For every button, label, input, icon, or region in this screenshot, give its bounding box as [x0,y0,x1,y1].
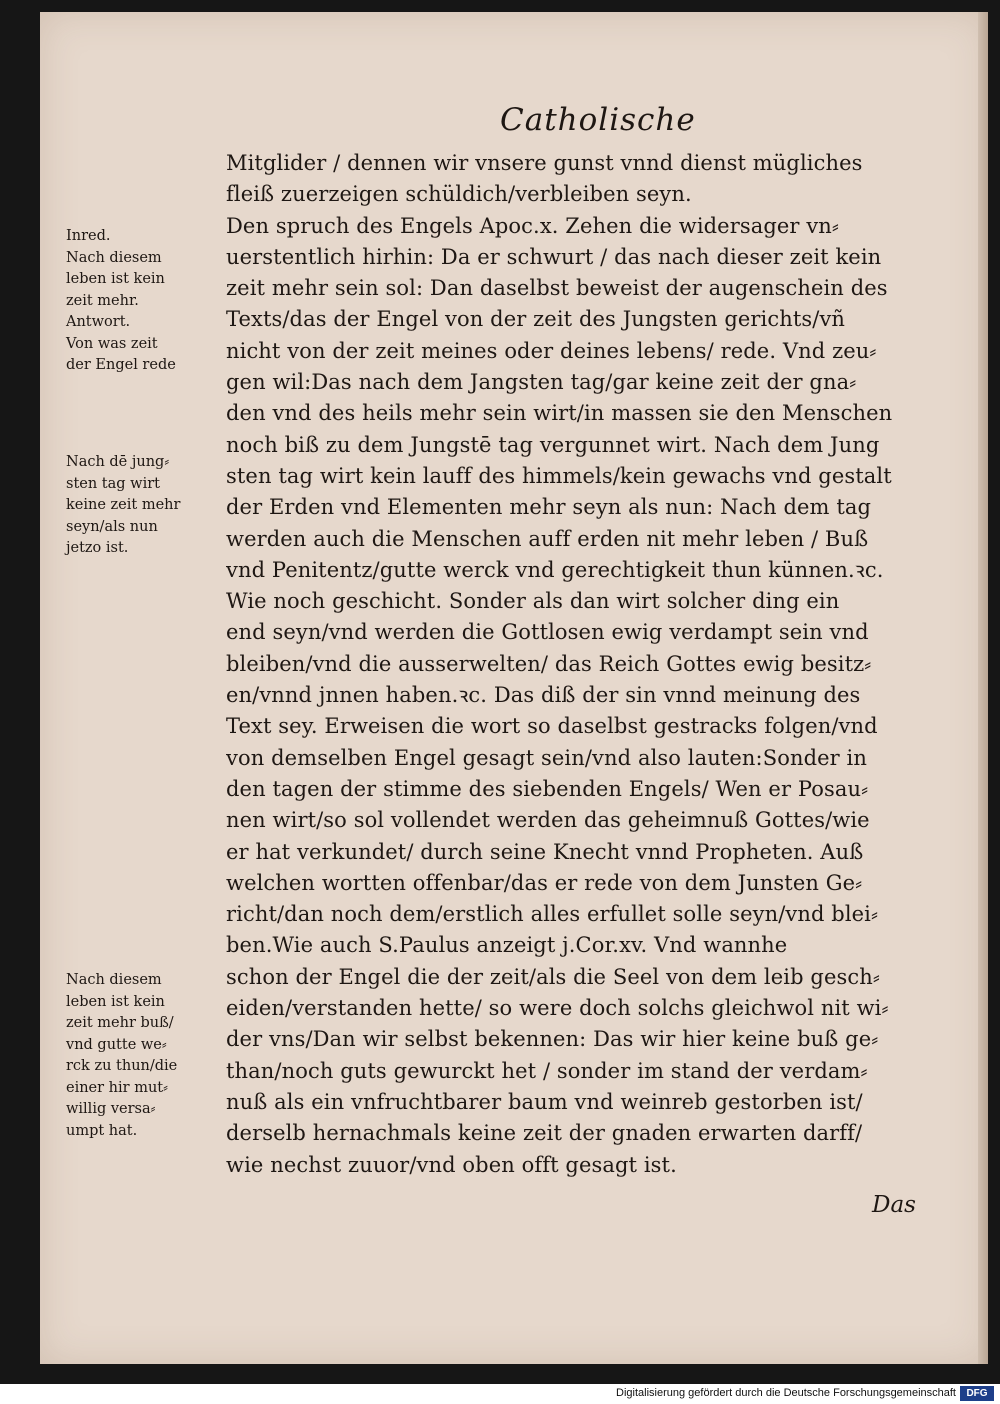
text-line: Mitglider / dennen wir vnsere gunst vnnd dienst mügliches [226,151,863,175]
text-line: uerstentlich hirhin: Da er schwurt / das nach dieser zeit kein [226,244,882,269]
footer-credit: Digitalisierung gefördert durch die Deutsche Forschungsgemeinschaft [616,1387,956,1399]
text-line: der vns/Dan wir selbst bekennen: Das wir hier keine buß ge⸗ [226,1027,879,1052]
text-line: schon der Engel die der zeit/als die Seel von dem leib gesch⸗ [226,964,880,989]
text-line: gen wil:Das nach dem Jangsten tag/gar keine zeit der gna⸗ [226,370,857,395]
margin-note-line: leben ist kein [66,271,165,287]
text-line: zeit mehr sein sol: Dan daselbst beweist der augenschein des [226,276,888,301]
margin-note-inred [66,226,226,377]
margin-note-line: Inred. [66,228,111,244]
text-line: welchen wortten offenbar/das er rede von dem Junsten Ge⸗ [226,870,863,895]
text-line: werden auch die Menschen auff erden nit mehr leben / Buß [226,526,869,551]
margin-note-line: seyn/als nun [66,518,158,535]
text-line: richt/dan noch dem/erstlich alles erfullet solle seyn/vnd blei⸗ [226,902,879,927]
text-line: fleiß zuerzeigen schüldich/verbleiben seyn. [226,182,692,207]
margin-note-line: umpt hat. [66,1122,138,1139]
margin-note-line: vnd gutte we⸗ [66,1036,167,1053]
text-line: ben.Wie auch S.Paulus anzeigt j.Cor.xv. Vnd wannhe [226,933,788,958]
main-text-block [226,148,916,1181]
margin-note-line: leben ist kein [66,993,165,1010]
text-line: end seyn/vnd werden die Gottlosen ewig verdampt sein vnd [226,620,869,645]
dfg-logo: DFG [960,1386,994,1401]
margin-note-jungsten-tag [66,452,226,560]
text-line: vnd Penitentz/gutte werck vnd gerechtigkeit thun künnen.ꝛc. [226,557,884,582]
margin-note-line: jetzo ist. [66,540,129,556]
text-line: den vnd des heils mehr sein wirt/in massen sie den Menschen [226,401,893,426]
text-line: eiden/verstanden hette/ so were doch solchs gleichwol nit wi⸗ [226,996,889,1021]
margin-note-line: der Engel rede [66,357,176,373]
running-head: Catholische [500,102,696,138]
margin-note-line: Antwort. [66,314,131,330]
margin-note-buss [66,970,226,1142]
text-line: than/noch guts gewurckt het / sonder im stand der verdam⸗ [226,1058,868,1083]
margin-note-line: Nach dē jung⸗ [66,454,170,470]
margin-note-line: einer hir mut⸗ [66,1079,168,1096]
text-line: wie nechst zuuor/vnd oben offt gesagt ist. [226,1152,677,1177]
margin-note-line: rck zu thun/die [66,1058,178,1074]
text-line: Text sey. Erweisen die wort so daselbst gestracks folgen/vnd [226,714,878,739]
text-line: nicht von der zeit meines oder deines lebens/ rede. Vnd zeu⸗ [226,338,877,363]
text-line: nuß als ein vnfruchtbarer baum vnd weinreb gestorben ist/ [226,1089,863,1114]
margin-note-line: zeit mehr buß/ [66,1015,174,1031]
text-line: er hat verkundet/ durch seine Knecht vnnd Propheten. Auß [226,839,864,864]
text-line: en/vnnd jnnen haben.ꝛc. Das diß der sin vnnd meinung des [226,683,861,708]
text-line: derselb hernachmals keine zeit der gnaden erwarten darff/ [226,1121,863,1146]
margin-note-line: Nach diesem [66,972,162,988]
margin-note-line: Von was zeit [66,335,158,352]
text-line: bleiben/vnd die ausserwelten/ das Reich Gottes ewig besitz⸗ [226,651,872,676]
page-edge [978,12,988,1364]
margin-note-line: zeit mehr. [66,292,139,309]
margin-note-line: Nach diesem [66,249,162,266]
text-line: nen wirt/so sol vollendet werden das geheimnuß Gottes/wie [226,808,870,833]
text-line: noch biß zu dem Jungstē tag vergunnet wirt. Nach dem Jung [226,432,880,457]
footer-bar [0,1384,1000,1404]
catchword: Das [872,1192,916,1218]
text-line: Wie noch geschicht. Sonder als dan wirt solcher ding ein [226,589,840,614]
margin-note-line: sten tag wirt [66,475,160,492]
text-line: von demselben Engel gesagt sein/vnd also lauten:Sonder in [226,745,867,770]
text-line: sten tag wirt kein lauff des himmels/kein gewachs vnd gestalt [226,463,892,488]
text-line: Texts/das der Engel von der zeit des Jungsten gerichts/vñ [226,307,846,332]
text-line: der Erden vnd Elementen mehr seyn als nun: Nach dem tag [226,495,872,520]
text-line: den tagen der stimme des siebenden Engels/ Wen er Posau⸗ [226,776,869,801]
margin-note-line: keine zeit mehr [66,497,181,513]
text-line: Den spruch des Engels Apoc.x. Zehen die widersager vn⸗ [226,213,840,238]
margin-note-line: willig versa⸗ [66,1101,156,1117]
